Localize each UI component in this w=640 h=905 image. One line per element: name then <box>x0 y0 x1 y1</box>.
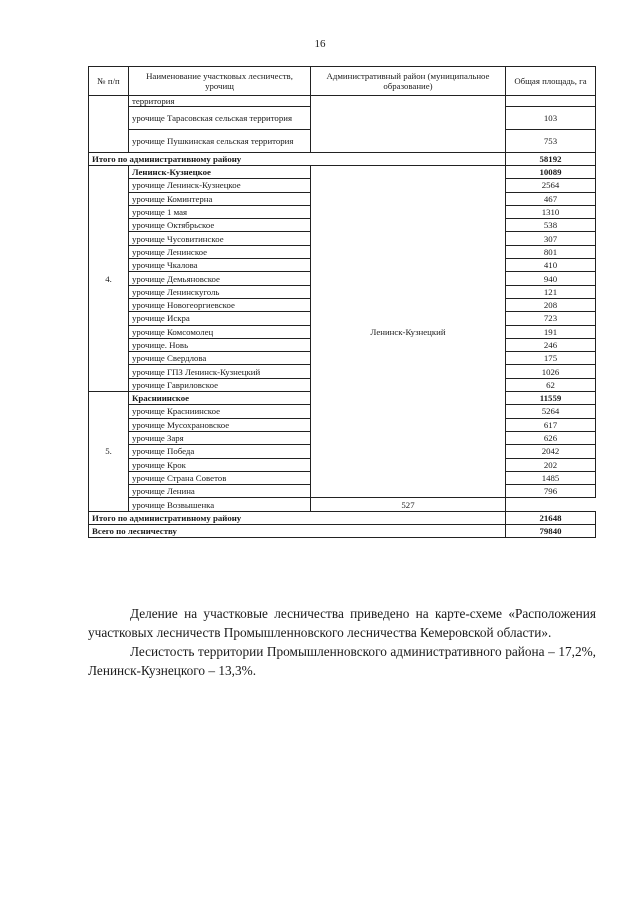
paragraph: Деление на участковые лесничества приведено на карте-схеме «Расположения участковых лесничеств Промышленновского лесничества Кемеровской области». <box>88 606 596 640</box>
grand-total-area: 79840 <box>506 524 596 537</box>
header-area: Общая площадь, га <box>506 67 596 96</box>
area-cell: 753 <box>506 130 596 153</box>
name-cell: урочище Ленинское <box>129 245 311 258</box>
area-cell: 2042 <box>506 445 596 458</box>
area-cell: 2564 <box>506 179 596 192</box>
group-head-row <box>89 166 596 179</box>
name-cell: урочище Крок <box>129 458 311 471</box>
name-cell: урочище Демьяновское <box>129 272 311 285</box>
area-cell: 940 <box>506 272 596 285</box>
area-cell: 1026 <box>506 365 596 378</box>
name-cell: урочище Ленинск-Кузнецкое <box>129 179 311 192</box>
subtotal-label: Итого по административному району <box>89 153 506 166</box>
area-cell: 801 <box>506 245 596 258</box>
name-cell: урочище Гавриловское <box>129 378 311 391</box>
body-text <box>88 604 596 680</box>
name-cell: урочище Красниинское <box>129 405 311 418</box>
group-name: Ленинск-Кузнецкое <box>129 166 311 179</box>
area-cell: 538 <box>506 219 596 232</box>
name-cell: территория <box>129 96 311 107</box>
area-cell: 410 <box>506 259 596 272</box>
group-name: Красниинское <box>129 392 311 405</box>
group-area: 10089 <box>506 166 596 179</box>
name-cell: урочище Коминтерна <box>129 192 311 205</box>
area-cell: 202 <box>506 458 596 471</box>
name-cell: урочище Заря <box>129 431 311 444</box>
name-cell: урочище Искра <box>129 312 311 325</box>
name-cell: урочище Тарасовская сельская территория <box>129 107 311 130</box>
name-cell: урочище Страна Советов <box>129 471 311 484</box>
district-cell: Ленинск-Кузнецкий <box>311 166 506 498</box>
area-cell <box>506 96 596 107</box>
subtotal-row <box>89 153 596 166</box>
paragraph: Лесистость территории Промышленновского административного района – 17,2%, Ленинск-Кузнецкого – 13,3%. <box>88 644 596 678</box>
area-cell: 307 <box>506 232 596 245</box>
forestry-table <box>88 66 596 538</box>
header-district: Административный район (муниципальное образование) <box>311 67 506 96</box>
subtotal-area: 58192 <box>506 153 596 166</box>
name-cell: урочище Пушкинская сельская территория <box>129 130 311 153</box>
name-cell: урочище Комсомолец <box>129 325 311 338</box>
name-cell: урочище Новогеоргиевское <box>129 298 311 311</box>
area-cell: 467 <box>506 192 596 205</box>
name-cell: урочище Возвышенка <box>129 498 311 511</box>
group-area: 11559 <box>506 392 596 405</box>
name-cell: урочище Ленина <box>129 485 311 498</box>
name-cell: урочище. Новь <box>129 338 311 351</box>
area-cell: 208 <box>506 298 596 311</box>
name-cell: урочище Свердлова <box>129 352 311 365</box>
table-row <box>89 96 596 107</box>
area-cell: 796 <box>506 485 596 498</box>
area-cell: 1485 <box>506 471 596 484</box>
area-cell: 191 <box>506 325 596 338</box>
name-cell: урочище Чусовитинское <box>129 232 311 245</box>
area-cell: 103 <box>506 107 596 130</box>
group-number: 4. <box>89 166 129 392</box>
area-cell: 626 <box>506 431 596 444</box>
header-name: Наименование участковых лесничеств, урочищ <box>129 67 311 96</box>
subtotal-area: 21648 <box>506 511 596 524</box>
name-cell: урочище Мусохрановское <box>129 418 311 431</box>
subtotal-label: Итого по административному району <box>89 511 506 524</box>
name-cell: урочище Победа <box>129 445 311 458</box>
area-cell: 617 <box>506 418 596 431</box>
header-num: № п/п <box>89 67 129 96</box>
area-cell: 62 <box>506 378 596 391</box>
district-cell <box>311 96 506 153</box>
name-cell: урочище Ленинскуголь <box>129 285 311 298</box>
group-number: 5. <box>89 392 129 512</box>
name-cell: урочище 1 мая <box>129 205 311 218</box>
num-cell <box>89 96 129 153</box>
area-cell: 1310 <box>506 205 596 218</box>
grand-total-row <box>89 524 596 537</box>
name-cell: урочище ГПЗ Ленинск-Кузнецкий <box>129 365 311 378</box>
area-cell: 121 <box>506 285 596 298</box>
subtotal-row <box>89 511 596 524</box>
table-row <box>89 498 596 511</box>
area-cell: 175 <box>506 352 596 365</box>
grand-total-label: Всего по лесничеству <box>89 524 506 537</box>
table-header-row <box>89 67 596 96</box>
area-cell: 723 <box>506 312 596 325</box>
area-cell: 246 <box>506 338 596 351</box>
area-cell: 5264 <box>506 405 596 418</box>
name-cell: урочище Октябрьское <box>129 219 311 232</box>
area-cell: 527 <box>311 498 506 511</box>
name-cell: урочище Чкалова <box>129 259 311 272</box>
page-number: 16 <box>314 38 326 50</box>
